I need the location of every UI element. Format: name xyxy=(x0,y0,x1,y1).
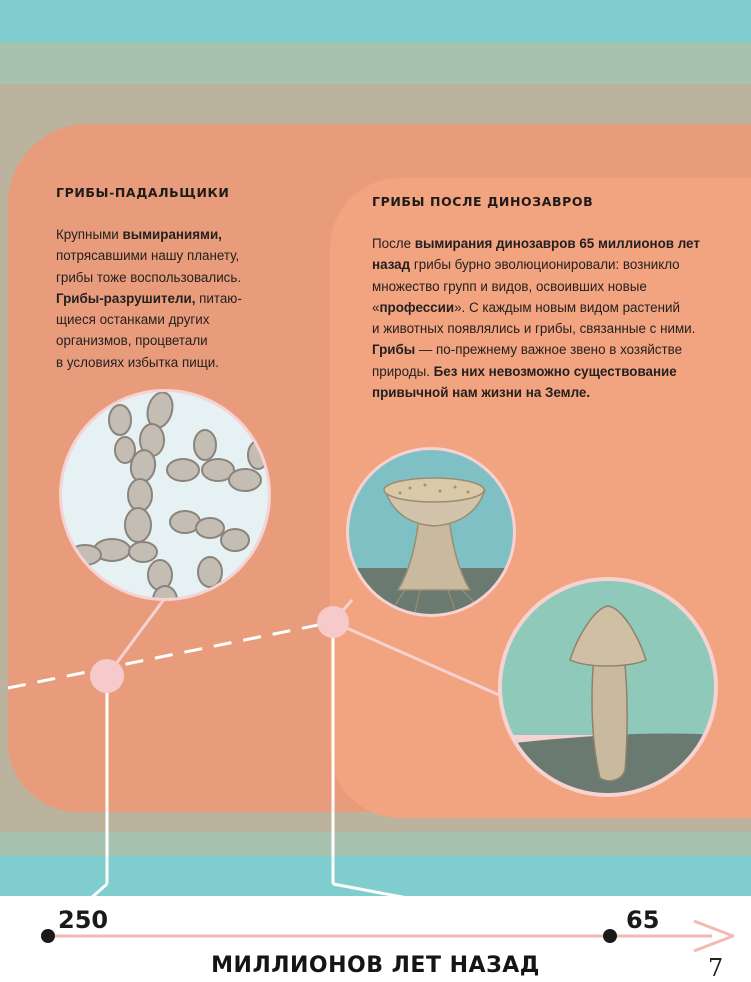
right-block-text: и животных появлялись и грибы, связанные с ними. xyxy=(372,321,696,337)
right-block-line xyxy=(372,318,712,339)
right-block-bold-text: вымирания динозавров 65 миллионов лет xyxy=(414,236,700,251)
left-block-text: Крупными xyxy=(56,227,123,242)
right-block-line xyxy=(372,276,712,297)
right-block-text: природы. xyxy=(372,363,434,379)
right-block-line xyxy=(372,361,712,382)
right-block-text: грибы бурно эволюционировали: возникло xyxy=(410,257,680,273)
right-block-bold-text: Грибы xyxy=(372,342,416,358)
right-block-line xyxy=(372,233,712,254)
left-block-text: в условиях избытка пищи. xyxy=(56,354,219,370)
dashed-timeline-line xyxy=(8,622,333,688)
left-block-line xyxy=(56,309,286,330)
right-block-line xyxy=(372,382,712,403)
left-block-line xyxy=(56,330,286,351)
marker-250 xyxy=(90,659,124,693)
cup-mushroom-illustration xyxy=(340,440,530,628)
left-block-text xyxy=(56,224,286,373)
right-block-text: множество групп и видов, освоивших новые xyxy=(372,278,647,294)
hyphae-illustration xyxy=(59,389,271,614)
right-block-text: После xyxy=(372,236,415,251)
left-block-bold-text: Грибы-разрушители, xyxy=(56,290,196,306)
left-block-text: потрясавшими нашу планету, xyxy=(56,248,240,264)
left-block-text: щиеся останками других xyxy=(56,312,210,328)
right-block-line xyxy=(372,297,712,318)
timeline-end-label: 65 xyxy=(626,906,660,934)
left-block-text: питаю- xyxy=(195,290,242,306)
left-block-line xyxy=(56,288,286,309)
conical-mushroom-illustration xyxy=(495,575,725,800)
right-block-title: ГРИБЫ ПОСЛЕ ДИНОЗАВРОВ xyxy=(372,194,594,209)
left-block-line xyxy=(56,245,286,266)
left-block-line xyxy=(56,267,286,288)
right-block-line xyxy=(372,339,712,360)
left-block-text: организмов, процветали xyxy=(56,333,208,349)
right-block-text xyxy=(372,233,712,403)
left-block-title: ГРИБЫ-ПАДАЛЬЩИКИ xyxy=(56,185,230,200)
left-block-text: грибы тоже воспользовались. xyxy=(56,269,242,285)
right-block-bold-text: привычной нам жизни на Земле. xyxy=(372,385,591,401)
right-block-text: — по-прежнему важное звено в хозяйстве xyxy=(415,342,683,358)
right-block-text: ». С каждым новым видом растений xyxy=(454,299,680,315)
right-block-bold-text: Без них невозможно существование xyxy=(433,363,677,379)
timeline-start-label: 250 xyxy=(58,906,109,934)
timeline-dot-65 xyxy=(603,929,617,943)
timeline-dot-250 xyxy=(41,929,55,943)
left-block-line xyxy=(56,224,286,245)
left-block-bold-text: вымираниями, xyxy=(122,227,222,242)
right-block-bold-text: профессии xyxy=(379,299,455,315)
right-block-line xyxy=(372,254,712,275)
page-number: 7 xyxy=(708,954,724,982)
axis-title: МИЛЛИОНОВ ЛЕТ НАЗАД xyxy=(211,953,540,978)
right-block-bold-text: назад xyxy=(372,257,411,273)
marker-65 xyxy=(317,606,349,638)
right-block-text: « xyxy=(372,299,380,315)
left-block-line xyxy=(56,352,286,373)
